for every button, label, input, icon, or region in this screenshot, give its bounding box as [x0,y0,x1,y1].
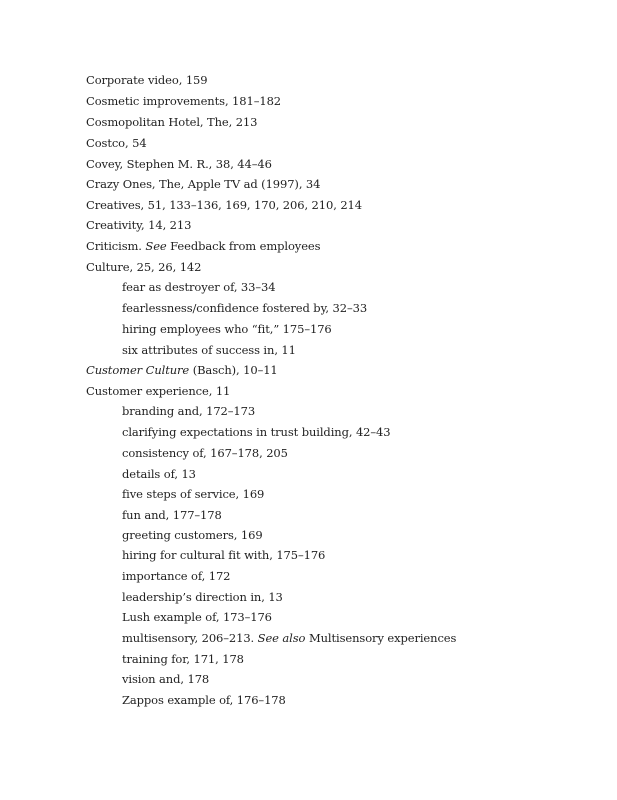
index-subentry: hiring employees who “fit,” 175–176 [122,322,332,336]
index-subentry: greeting customers, 169 [122,528,263,542]
index-entry: Crazy Ones, The, Apple TV ad (1997), 34 [86,177,321,191]
cross-reference: Multisensory experiences [305,631,457,645]
see-reference-label: See [145,239,167,253]
index-subentry: vision and, 178 [122,672,210,686]
index-subentry: training for, 171, 178 [122,652,244,666]
index-subentry: hiring for cultural fit with, 175–176 [122,548,326,562]
index-entry [86,363,278,377]
index-subentry: five steps of service, 169 [122,487,265,501]
index-subentry: branding and, 172–173 [122,404,256,418]
index-subentry: Zappos example of, 176–178 [122,693,286,707]
index-entry: Creatives, 51, 133–136, 169, 170, 206, 210, 214 [86,198,362,212]
index-entry: Covey, Stephen M. R., 38, 44–46 [86,157,272,171]
index-subentry: Lush example of, 173–176 [122,610,272,624]
index-subentry: details of, 13 [122,467,196,481]
index-entry: Cosmetic improvements, 181–182 [86,94,281,108]
index-entry: Culture, 25, 26, 142 [86,260,202,274]
index-entry [86,239,320,253]
index-subentry: fear as destroyer of, 33–34 [122,280,276,294]
index-entry: Customer experience, 11 [86,384,231,398]
index-entry: Costco, 54 [86,136,147,150]
see-also-label: See also [257,631,306,645]
index-subentry: consistency of, 167–178, 205 [122,446,288,460]
index-subentry: leadership’s direction in, 13 [122,590,283,604]
index-subentry [122,631,456,645]
index-subentry: clarifying expectations in trust building, 42–43 [122,425,391,439]
entry-text: multisensory, 206–213. [122,631,258,645]
index-subentry: fun and, 177–178 [122,508,222,522]
entry-text: Criticism. [86,239,146,253]
index-entry: Corporate video, 159 [86,73,208,87]
index-entry: Cosmopolitan Hotel, The, 213 [86,115,258,129]
index-subentry: importance of, 172 [122,569,231,583]
cross-reference: Feedback from employees [166,239,321,253]
index-entry: Creativity, 14, 213 [86,218,192,232]
index-subentry: six attributes of success in, 11 [122,343,296,357]
book-title: Customer Culture [86,363,190,377]
index-subentry: fearlessness/confidence fostered by, 32–33 [122,301,368,315]
entry-text: (Basch), 10–11 [189,363,278,377]
